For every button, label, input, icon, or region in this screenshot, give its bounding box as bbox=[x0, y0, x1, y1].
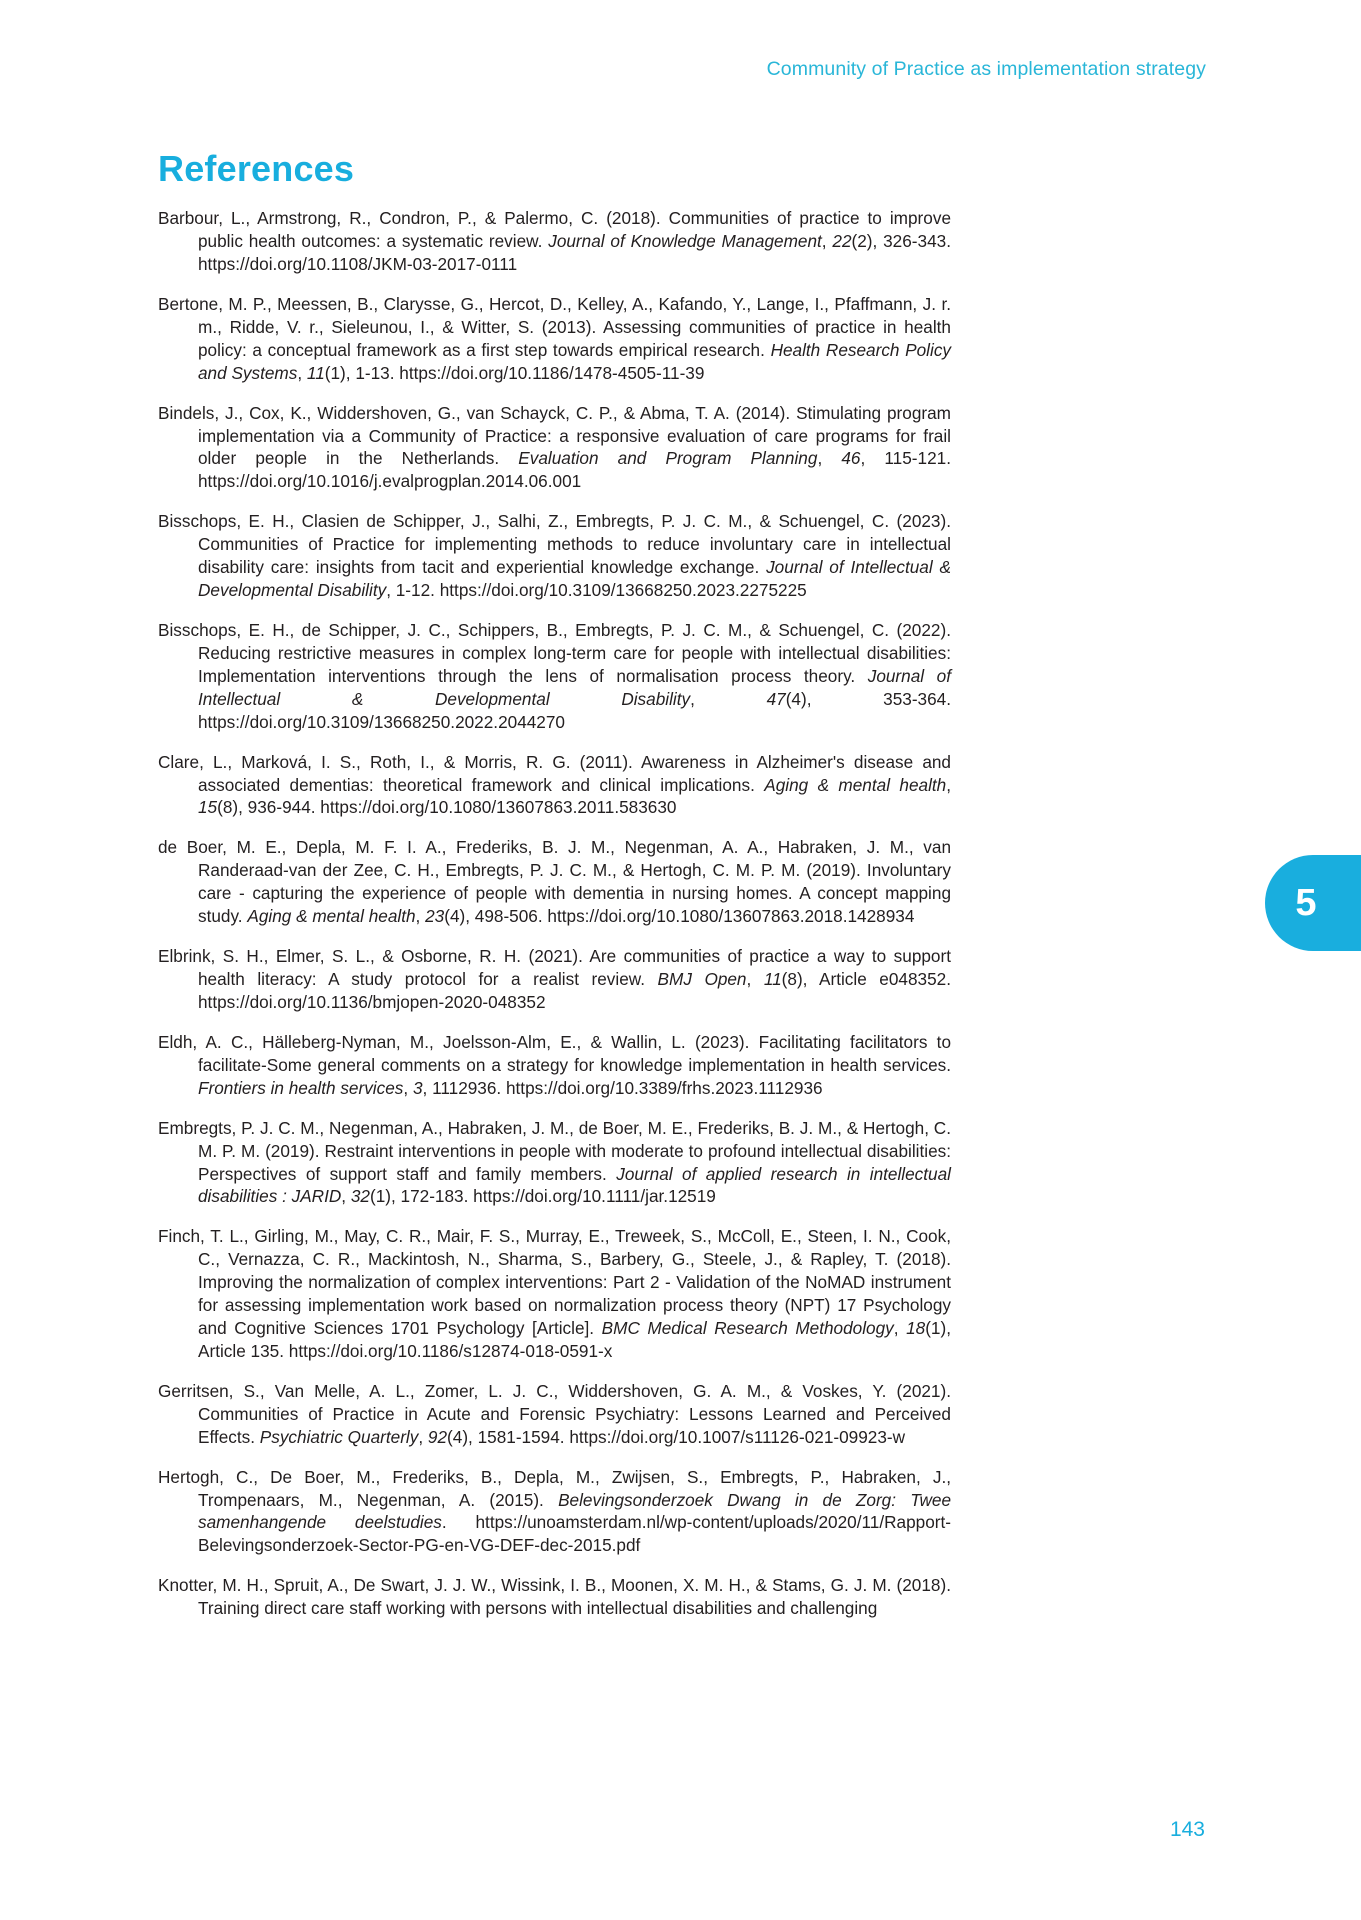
reference-entry: Bisschops, E. H., Clasien de Schipper, J., Salhi, Z., Embregts, P. J. C. M., & Schuengel, C. (2023). Communities of Practice for implementing methods to reduce involuntary care in intellectual disability care: insights from tacit and experiential knowledge exchange. Journal of Intellectual & Developmental Disability, 1-12. https://doi.org/10.3109/13668250.2023.2275225 bbox=[158, 511, 951, 600]
reference-entry: de Boer, M. E., Depla, M. F. I. A., Frederiks, B. J. M., Negenman, A. A., Habraken, J. M., van Randeraad-van der Zee, C. H., Embregts, P. J. C. M., & Hertogh, C. M. P. M. (2019). Involuntary care - capturing the experience of people with dementia in nursing homes. A concept mapping study. Aging & mental health, 23(4), 498-506. https://doi.org/10.1080/13607863.2018.1428934 bbox=[158, 837, 951, 927]
reference-entry: Clare, L., Marková, I. S., Roth, I., & Morris, R. G. (2011). Awareness in Alzheimer's disease and associated dementias: theoretical framework and clinical implications. Aging & mental health, 15(8), 936-944. https://doi.org/10.1080/13607863.2011.583630 bbox=[158, 751, 952, 818]
reference-entry: Bindels, J., Cox, K., Widdershoven, G., van Schayck, C. P., & Abma, T. A. (2014). Stimulating program implementation via a Community of Practice: a responsive evaluation of care programs for frail older people in the Netherlands. Evaluation and Program Planning, 46, 115-121. https://doi.org/10.1016/j.evalprogplan.2014.06.001 bbox=[158, 402, 951, 492]
chapter-number: 5 bbox=[1295, 882, 1317, 924]
reference-entry: Knotter, M. H., Spruit, A., De Swart, J. J. W., Wissink, I. B., Moonen, X. M. H., & Stams, G. J. M. (2018). Training direct care staff working with persons with intellectual disabilities and challenging bbox=[158, 1575, 951, 1619]
running-head: Community of Practice as implementation strategy bbox=[766, 58, 1206, 80]
page-title: References bbox=[158, 148, 355, 189]
reference-entry: Embregts, P. J. C. M., Negenman, A., Habraken, J. M., de Boer, M. E., Frederiks, B. J. M., & Hertogh, C. M. P. M. (2019). Restraint interventions in people with moderate to profound intellectual disabilities: Perspectives of support staff and family members. Journal of applied research in intellectual disabilities : JARID, 32(1), 172-183. https://doi.org/10.1111/jar.12519 bbox=[158, 1117, 951, 1207]
reference-entry: Elbrink, S. H., Elmer, S. L., & Osborne, R. H. (2021). Are communities of practice a way to support health literacy: A study protocol for a realist review. BMJ Open, 11(8), Article e048352. https://doi.org/10.1136/bmjopen-2020-048352 bbox=[158, 946, 951, 1012]
reference-entry: Bisschops, E. H., de Schipper, J. C., Schippers, B., Embregts, P. J. C. M., & Schuengel, C. (2022). Reducing restrictive measures in complex long-term care for people with intellectual disabilities: Implementation interventions through the lens of normalisation process theory. Journal of Intellectual & Developmental Disability, 47(4), 353-364. https://doi.org/10.3109/13668250.2022.2044270 bbox=[158, 620, 951, 732]
reference-list bbox=[158, 207, 951, 1620]
reference-entry: Finch, T. L., Girling, M., May, C. R., Mair, F. S., Murray, E., Treweek, S., McColl, E., Steen, I. N., Cook, C., Vernazza, C. R., Mackintosh, N., Sharma, S., Barbery, G., Steele, J., & Rapley, T. (2018). Improving the normalization of complex interventions: Part 2 - Validation of the NoMAD instrument for assessing implementation work based on normalization process theory (NPT) 17 Psychology and Cognitive Sciences 1701 Psychology [Article]. BMC Medical Research Methodology, 18(1), Article 135. https://doi.org/10.1186/s12874-018-0591-x bbox=[158, 1226, 951, 1361]
reference-entry: Eldh, A. C., Hälleberg-Nyman, M., Joelsson-Alm, E., & Wallin, L. (2023). Facilitating facilitators to facilitate-Some general comments on a strategy for knowledge implementation in health services. Frontiers in health services, 3, 1112936. https://doi.org/10.3389/frhs.2023.1112936 bbox=[158, 1031, 951, 1098]
reference-entry: Barbour, L., Armstrong, R., Condron, P., & Palermo, C. (2018). Communities of practice to improve public health outcomes: a systematic review. Journal of Knowledge Management, 22(2), 326-343. https://doi.org/10.1108/JKM-03-2017-0111 bbox=[158, 208, 951, 274]
references-section bbox=[158, 148, 951, 1630]
chapter-tab bbox=[1265, 855, 1361, 951]
reference-entry: Bertone, M. P., Meessen, B., Clarysse, G., Hercot, D., Kelley, A., Kafando, Y., Lange, I., Pfaffmann, J. r. m., Ridde, V. r., Sieleunou, I., & Witter, S. (2013). Assessing communities of practice in health policy: a conceptual framework as a first step towards empirical research. Health Research Policy and Systems, 11(1), 1-13. https://doi.org/10.1186/1478-4505-11-39 bbox=[158, 294, 952, 383]
page-number: 143 bbox=[1169, 1818, 1205, 1841]
reference-entry: Hertogh, C., De Boer, M., Frederiks, B., Depla, M., Zwijsen, S., Embregts, P., Habraken, J., Trompenaars, M., Negenman, A. (2015). Belevingsonderzoek Dwang in de Zorg: Twee samenhangende deelstudies. https://unoamsterdam.nl/wp-content/uploads/2020/11/Rapport-Belevingsonderzoek-Sector-PG-en-VG-DEF-dec-2015.pdf bbox=[158, 1466, 952, 1556]
reference-entry: Gerritsen, S., Van Melle, A. L., Zomer, L. J. C., Widdershoven, G. A. M., & Voskes, Y. (2021). Communities of Practice in Acute and Forensic Psychiatry: Lessons Learned and Perceived Effects. Psychiatric Quarterly, 92(4), 1581-1594. https://doi.org/10.1007/s11126-021-09923-w bbox=[158, 1380, 951, 1447]
